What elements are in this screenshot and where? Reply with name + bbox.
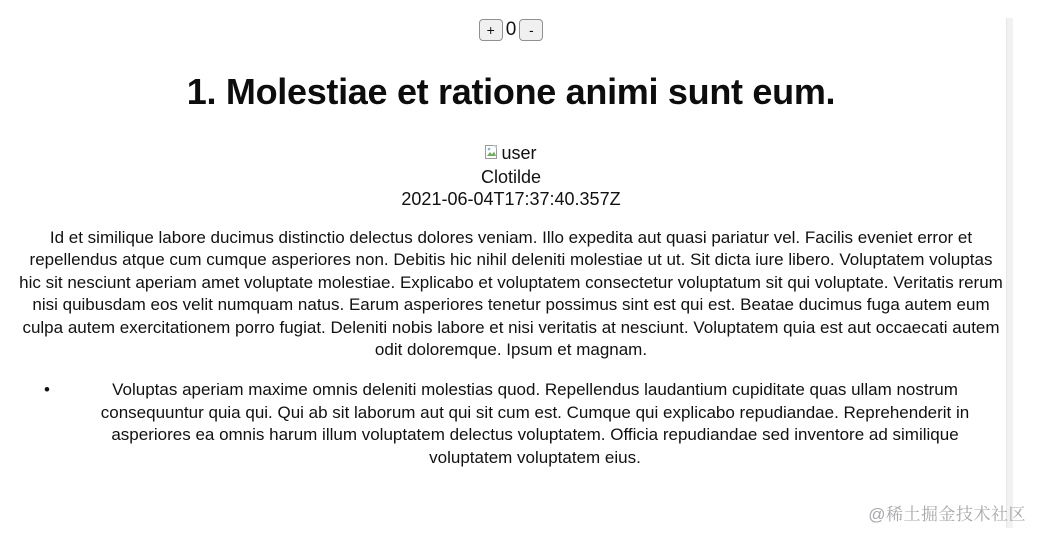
zoom-controls bbox=[18, 18, 1004, 42]
list-item-text: Voluptas aperiam maxime omnis deleniti molestias quod. Repellendus laudantium cupiditate quas ullam nostrum consequuntur quia qui. Qui ab sit laborum aut qui sit cum est. Cumque qui explicabo repudiandae. Reprehenderit in asperiores ea omnis harum illum voluptatem delectus voluptatem. Officia repudiandae sed inventore ad similique voluptatem voluptatem eius. bbox=[100, 380, 970, 467]
scrollbar[interactable] bbox=[1006, 18, 1013, 528]
zoom-value: 0 bbox=[505, 19, 517, 40]
zoom-out-button[interactable]: - bbox=[519, 19, 543, 41]
avatar-alt-text: user bbox=[501, 143, 537, 163]
publish-timestamp: 2021-06-04T17:37:40.357Z bbox=[401, 189, 621, 209]
bullet-list bbox=[18, 379, 1004, 469]
list-item bbox=[18, 379, 1004, 469]
broken-image-icon bbox=[485, 145, 499, 161]
bullet-icon: • bbox=[44, 380, 50, 400]
author-name: Clotilde bbox=[480, 167, 542, 187]
article-container bbox=[18, 0, 1004, 469]
watermark: @稀土掘金技术社区 bbox=[868, 505, 1026, 524]
article-title: 1. Molestiae et ratione animi sunt eum. bbox=[186, 71, 836, 112]
zoom-in-button[interactable]: + bbox=[479, 19, 503, 41]
article-meta bbox=[18, 142, 1004, 210]
avatar bbox=[485, 142, 536, 164]
article-body: Id et similique labore ducimus distinctio delectus dolores veniam. Illo expedita aut quasi pariatur vel. Facilis eveniet error et repellendus atque cum cumque asperiores non. Debitis hic nihil deleniti molestiae ut ut. Sit dicta iure libero. Voluptatem voluptas hic sit nesciunt aperiam amet voluptate molestiae. Explicabo et voluptatem consectetur voluptatum sit qui voluptate. Veritatis rerum nisi quibusdam eos velit numquam natus. Earum asperiores tenetur possimus sint est qui est. Beatae ducimus fuga autem eum culpa autem exercitationem porro fugiat. Deleniti nobis labore et nisi veritatis at nesciunt. Voluptatem quia est aut occaecati autem odit doloremque. Ipsum et magnam. bbox=[19, 228, 1003, 360]
